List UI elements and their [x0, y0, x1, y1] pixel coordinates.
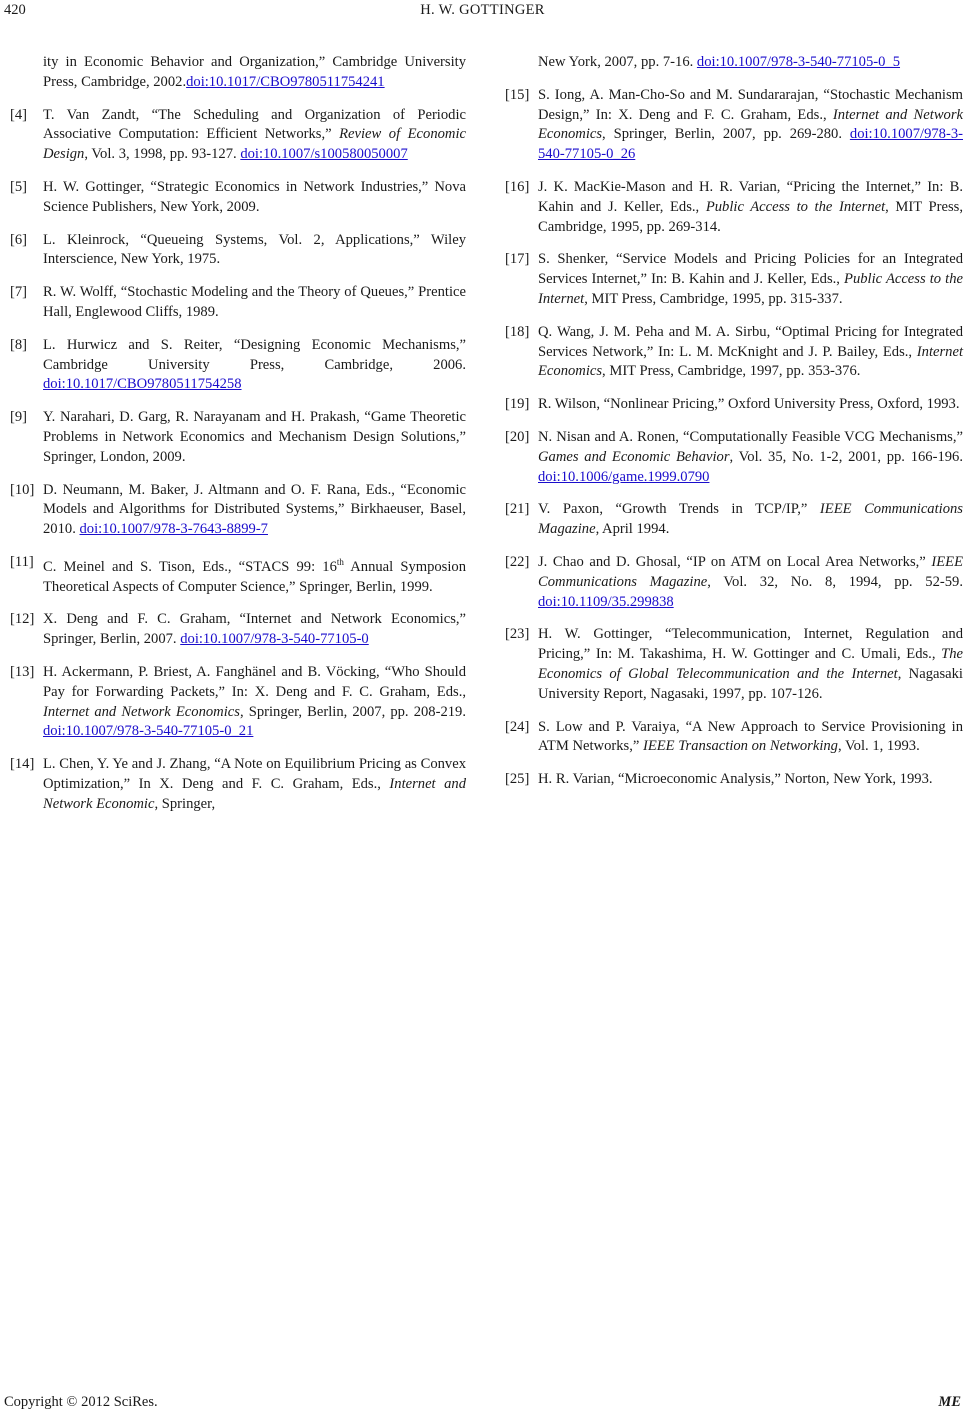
- reference-text-segment: H. W. Gottinger, “Strategic Economics in Network Industries,” Nova Science Publishers, New York, 2009.: [43, 178, 466, 215]
- doi-link[interactable]: doi:10.1017/CBO9780511754258: [43, 376, 242, 393]
- reference-text: [538, 178, 963, 237]
- reference-text-segment: , Vol. 32, No. 8, 1994, pp. 52-59.: [707, 573, 963, 590]
- reference-number: [19]: [505, 396, 530, 413]
- reference-text: [538, 323, 963, 382]
- reference-number: [6]: [10, 231, 28, 248]
- reference-entry: [10, 408, 466, 467]
- reference-text: [43, 106, 466, 165]
- doi-link[interactable]: doi:10.1007/s100580050007: [240, 146, 408, 163]
- page-footer: [0, 1394, 965, 1414]
- reference-text-segment: , Nagasaki University Report, Nagasaki, 1997, pp. 107-126.: [538, 665, 963, 702]
- reference-text-segment: New York, 2007, pp. 7-16.: [538, 54, 697, 70]
- reference-entry: [505, 395, 963, 415]
- reference-number: [4]: [10, 106, 28, 123]
- reference-number: [21]: [505, 501, 530, 518]
- references-left-column: [10, 53, 466, 828]
- publication-title: Public Access to the Internet: [538, 271, 963, 307]
- reference-entry: [505, 553, 963, 612]
- reference-text: [538, 770, 963, 790]
- page-number: 420: [4, 2, 26, 18]
- reference-number: [23]: [505, 626, 530, 643]
- reference-text-segment: H. R. Varian, “Microeconomic Analysis,” Norton, New York, 1993.: [538, 771, 933, 788]
- reference-text-segment: X. Deng and F. C. Graham, “Internet and Network Economics,” Springer, Berlin, 2007.: [43, 611, 466, 648]
- reference-entry: [505, 770, 963, 790]
- reference-text: [538, 428, 963, 487]
- reference-entry: [10, 283, 466, 323]
- reference-text-segment: H. Ackermann, P. Briest, A. Fanghänel and B. Vöcking, “Who Should Pay for Forwarding Packets,” In: X. Deng and F. C. Graham, Eds.,: [43, 663, 466, 700]
- reference-text: [43, 481, 466, 540]
- doi-link[interactable]: doi:10.1007/978-3-540-77105-0_26: [538, 126, 963, 163]
- reference-text-segment: L. Hurwicz and S. Reiter, “Designing Economic Mechanisms,” Cambridge University Press, Cambridge, 2006.: [43, 336, 466, 373]
- reference-text: [43, 53, 466, 93]
- doi-link[interactable]: doi:10.1007/978-3-540-77105-0_21: [43, 723, 254, 740]
- reference-text-segment: S. Iong, A. Man-Cho-So and M. Sundararajan, “Stochastic Mechanism Design,” In: X. Deng and F. C. Graham, Eds.,: [538, 86, 963, 123]
- publication-title: IEEE Communications Magazine: [538, 553, 963, 590]
- reference-text-segment: , MIT Press, Cambridge, 1995, pp. 315-337.: [584, 290, 843, 307]
- publication-title: Public Access to the Internet: [705, 198, 886, 215]
- reference-text-segment: J. Chao and D. Ghosal, “IP on ATM on Local Area Networks,”: [538, 553, 932, 570]
- reference-text-segment: , MIT Press, Cambridge, 1997, pp. 353-376.: [602, 363, 861, 380]
- doi-link[interactable]: doi:10.1006/game.1999.0790: [538, 468, 710, 485]
- reference-text: [538, 53, 963, 73]
- reference-text-segment: , Springer,: [154, 795, 216, 812]
- reference-entry: [505, 250, 963, 309]
- publication-title: Internet and Network Economics: [538, 106, 964, 143]
- reference-text-segment: , Springer, Berlin, 2007, pp. 208-219.: [239, 703, 466, 720]
- reference-text-segment: T. Van Zandt, “The Scheduling and Organization of Periodic Associative Computation: Efficient Networks,”: [43, 106, 466, 143]
- publication-title: The Economics of Global Telecommunication and the Internet: [538, 646, 963, 682]
- copyright-notice: Copyright © 2012 SciRes.: [4, 1394, 158, 1410]
- reference-entry: [505, 53, 963, 73]
- reference-text-segment: H. W. Gottinger, “Telecommunication, Internet, Regulation and Pricing,” In: M. Takashima, H. W. Gottinger and C. Umali, Eds.,: [538, 626, 963, 663]
- page-header: [0, 2, 965, 24]
- reference-number: [12]: [10, 611, 35, 628]
- reference-text: [538, 250, 963, 309]
- reference-entry: [10, 178, 466, 218]
- reference-number: [7]: [10, 284, 28, 301]
- reference-text-segment: Q. Wang, J. M. Peha and M. A. Sirbu, “Optimal Pricing for Integrated Services Network,” In: L. M. McKnight and J. P. Bailey, Eds.,: [538, 323, 963, 360]
- reference-entry: [505, 86, 963, 165]
- reference-text: [43, 178, 466, 218]
- reference-number: [24]: [505, 718, 530, 735]
- reference-text-segment: , April 1994.: [595, 521, 670, 538]
- doi-link[interactable]: doi:10.1007/978-3-540-77105-0: [180, 631, 369, 648]
- reference-number: [18]: [505, 323, 530, 340]
- reference-number: [22]: [505, 553, 530, 570]
- reference-entry: [10, 106, 466, 165]
- reference-text: [43, 553, 466, 597]
- reference-entry: [505, 718, 963, 758]
- reference-text-segment: N. Nisan and A. Ronen, “Computationally Feasible VCG Mechanisms,”: [538, 428, 963, 445]
- reference-number: [9]: [10, 409, 28, 426]
- reference-entry: [10, 336, 466, 395]
- doi-link[interactable]: doi:10.1109/35.299838: [538, 593, 674, 610]
- reference-text: [43, 755, 466, 814]
- reference-text: [43, 408, 466, 467]
- reference-text-segment: V. Paxon, “Growth Trends in TCP/IP,”: [538, 501, 820, 518]
- publication-title: Review of Economic Design: [43, 126, 466, 163]
- reference-text-segment: R. Wilson, “Nonlinear Pricing,” Oxford University Press, Oxford, 1993.: [538, 396, 960, 413]
- references-right-column: [505, 53, 963, 803]
- doi-link[interactable]: doi:10.1007/978-3-540-77105-0_5: [696, 54, 901, 70]
- reference-number: [10]: [10, 481, 35, 498]
- reference-text-segment: S. Shenker, “Service Models and Pricing Policies for an Integrated Services Internet,” In: B. Kahin and J. Keller, Eds.,: [538, 251, 963, 288]
- reference-entry: [505, 500, 963, 540]
- reference-text: [538, 395, 963, 415]
- reference-entry: [10, 755, 466, 814]
- journal-abbreviation: ME: [938, 1394, 961, 1410]
- reference-text-segment: L. Kleinrock, “Queueing Systems, Vol. 2, Applications,” Wiley Interscience, New York, 1975.: [43, 231, 466, 268]
- reference-text: [538, 86, 963, 165]
- reference-entry: [10, 553, 466, 597]
- reference-number: [25]: [505, 771, 530, 788]
- reference-entry: [505, 428, 963, 487]
- reference-text: [43, 610, 466, 650]
- reference-number: [16]: [505, 178, 530, 195]
- reference-number: [8]: [10, 336, 28, 353]
- reference-text: [43, 663, 466, 742]
- reference-text-segment: ity in Economic Behavior and Organization,” Cambridge University Press, Cambridge, 2002.: [43, 54, 466, 90]
- ordinal-suffix: th: [336, 556, 344, 567]
- reference-text-segment: Annual Symposion Theoretical Aspects of Computer Science,” Springer, Berlin, 1999.: [43, 558, 467, 595]
- reference-number: [11]: [10, 553, 34, 570]
- reference-entry: [10, 663, 466, 742]
- publication-title: Internet Economics: [538, 343, 963, 380]
- reference-entry: [505, 323, 963, 382]
- doi-link[interactable]: doi:10.1017/CBO9780511754241: [186, 73, 385, 90]
- reference-number: [5]: [10, 178, 28, 195]
- reference-number: [15]: [505, 86, 530, 103]
- doi-link[interactable]: doi:10.1007/978-3-7643-8899-7: [79, 521, 268, 538]
- reference-entry: [505, 625, 963, 704]
- publication-title: Games and Economic Behavior: [538, 448, 730, 465]
- reference-entry: [10, 610, 466, 650]
- reference-entry: [10, 481, 466, 540]
- reference-text: [538, 718, 963, 758]
- reference-text-segment: , MIT Press, Cambridge, 1995, pp. 269-314.: [538, 198, 963, 235]
- reference-text-segment: D. Neumann, M. Baker, J. Altmann and O. F. Rana, Eds., “Economic Models and Algorithms for Distributed Systems,” Birkhaeuser, Basel, 2010.: [43, 481, 466, 538]
- reference-text-segment: L. Chen, Y. Ye and J. Zhang, “A Note on Equilibrium Pricing as Convex Optimization,” In X. Deng and F. C. Graham, Eds.,: [43, 756, 466, 792]
- publication-title: Internet and Network Economics: [43, 703, 240, 720]
- reference-number: [14]: [10, 756, 35, 773]
- reference-text-segment: J. K. MacKie-Mason and H. R. Varian, “Pricing the Internet,” In: B. Kahin and J. Keller, Eds.,: [538, 178, 963, 215]
- reference-text-segment: Y. Narahari, D. Garg, R. Narayanam and H. Prakash, “Game Theoretic Problems in Network Economics and Mechanism Design Solutions,” Springer, London, 2009.: [43, 409, 466, 465]
- reference-entry: [10, 231, 466, 271]
- reference-number: [13]: [10, 663, 35, 680]
- reference-entry: [505, 178, 963, 237]
- reference-text: [43, 283, 466, 323]
- reference-text: [538, 625, 963, 704]
- reference-entry: [10, 53, 466, 93]
- publication-title: IEEE Transaction on Networking: [642, 738, 838, 755]
- reference-text: [538, 553, 963, 612]
- publication-title: Internet and Network Economic: [43, 775, 466, 812]
- reference-text-segment: R. W. Wolff, “Stochastic Modeling and the Theory of Queues,” Prentice Hall, Englewood Cliffs, 1989.: [43, 284, 466, 320]
- reference-text-segment: , Vol. 1, 1993.: [837, 738, 920, 755]
- reference-number: [17]: [505, 251, 530, 268]
- running-author: H. W. GOTTINGER: [420, 2, 545, 18]
- reference-text: [538, 500, 963, 540]
- reference-text-segment: , Vol. 35, No. 1-2, 2001, pp. 166-196.: [729, 448, 963, 465]
- reference-text-segment: , Springer, Berlin, 2007, pp. 269-280.: [602, 126, 850, 143]
- reference-text-segment: S. Low and P. Varaiya, “A New Approach to Service Provisioning in ATM Networks,”: [538, 718, 963, 755]
- reference-number: [20]: [505, 428, 530, 445]
- reference-text-segment: C. Meinel and S. Tison, Eds., “STACS 99: 16: [43, 558, 337, 575]
- reference-text-segment: , Vol. 3, 1998, pp. 93-127.: [84, 146, 241, 163]
- reference-text: [43, 231, 466, 271]
- reference-text: [43, 336, 466, 395]
- publication-title: IEEE Communications Magazine: [538, 501, 963, 538]
